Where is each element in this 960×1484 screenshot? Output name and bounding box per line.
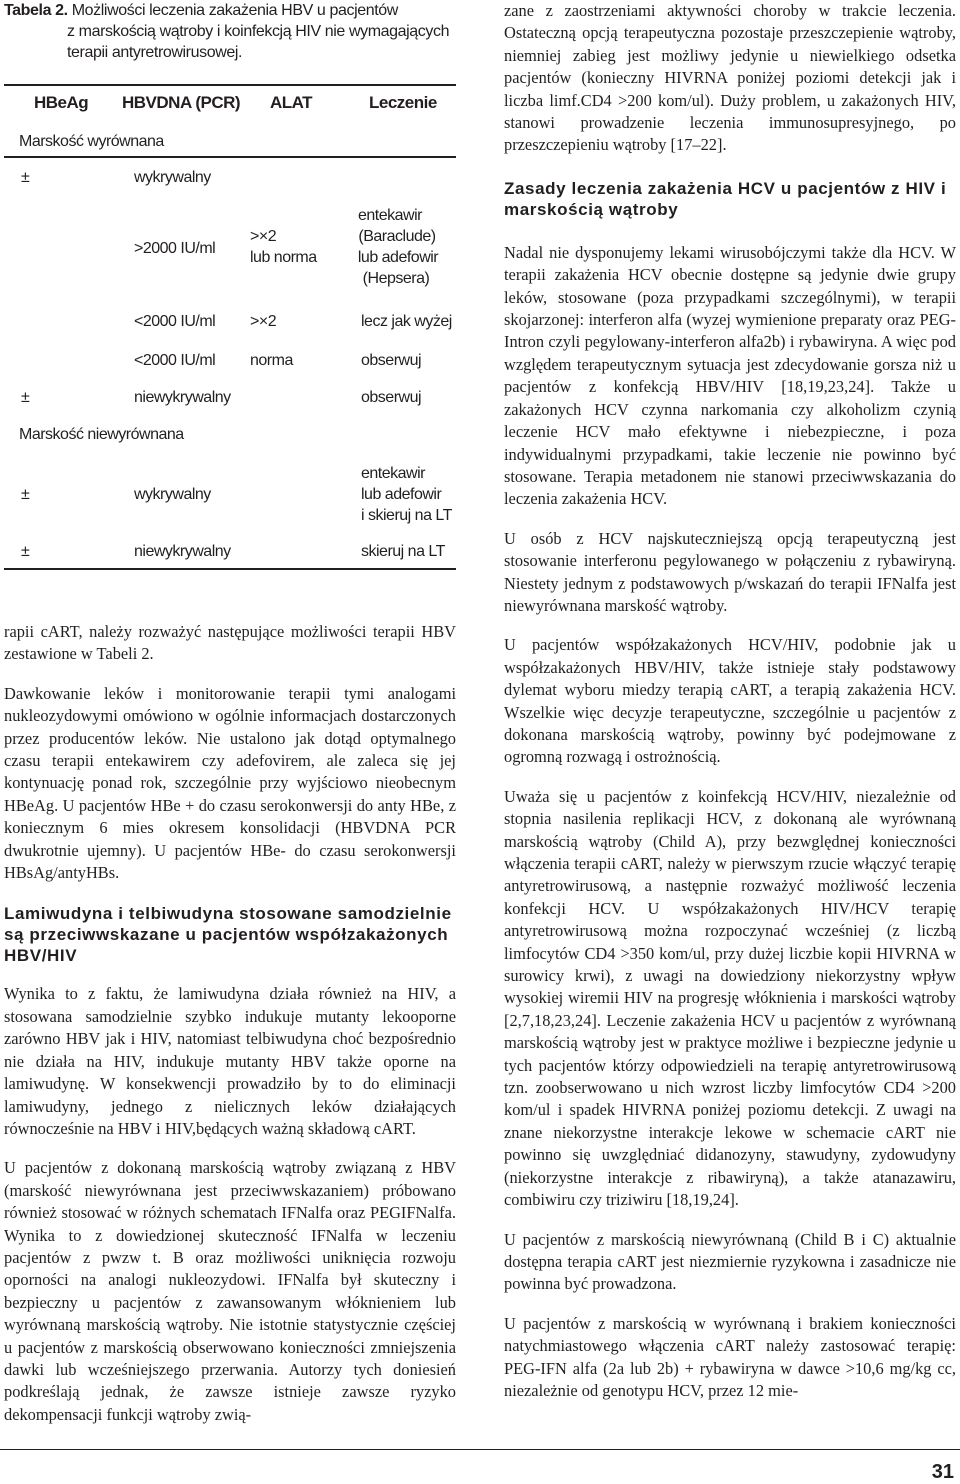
table-top-rule xyxy=(4,84,456,86)
table-caption-line-1: Możliwości leczenia zakażenia HBV u pacjentów xyxy=(71,2,398,19)
row5-hbeag: ± xyxy=(21,389,30,406)
row3-hbvdna: <2000 IU/ml xyxy=(134,313,216,330)
header-leczenie: Leczenie xyxy=(369,93,437,112)
row4-treatment: obserwuj xyxy=(361,352,422,369)
row2-treatment-line2: (Baraclude) xyxy=(358,228,436,245)
paragraph-coinfection-dilemma: U pacjentów współzakażonych HCV/HIV, podobnie jak u współzakażonych HBV/HIV, także istnieje stały podstawowy dylemat wyboru miedzy terapią cART, a terapią zakażenia HCV. Wszelkie więc decyzje terapeutyczne, szczególnie u pacjentów z dokonana marskością wątroby, powinny być podejmowane z ogromną rozwagą i ostrożnością. xyxy=(504,635,956,767)
paragraph-hcv-drugs: Nadal nie dysponujemy lekami wirusobójczymi także dla HCV. W terapii zakażenia HCV obecnie dostępne są jedynie dwie grupy leków, stosowane (poza przypadkami szczególnymi), w terapii skojarzonej: interferon alfa (wyzej wymienione preparaty oraz PEG-Intron czyli pegylowany-interferon alfa2b) i rybawiryna. A więc pod względem terapeutycznym sytuacja jest zdecydowanie gorsza niż u pacjentów z konfekcją HBV/HIV [18,19,23,24]. Także u zakażonych HCV czynna narkomania czy alkoholizm czynią leczenie HCV mało efektywne i niebezpieczne, i poza indywidualnymi przypadkami, takie leczenie nie powinno być stosowane. Terapia metadonem nie stanowi przeciwwskazania do leczenia zakażenia HCV. xyxy=(504,242,956,509)
row7-treatment: skieruj na LT xyxy=(361,543,445,560)
group-compensated-cirrhosis: Marskość wyrównana xyxy=(19,133,164,150)
row6-hbeag: ± xyxy=(21,486,30,503)
row2-treatment-line1: entekawir xyxy=(358,207,422,224)
table-caption-line-2: z marskością wątroby i koinfekcją HIV nie wymagających xyxy=(67,23,450,40)
paragraph-lamivudine: Wynika to z faktu, że lamiwudyna działa również na HIV, a stosowana samodzielnie szybko indukuje mutanty lekooporne zarówno HBV jak i HIV, natomiast telbiwudyna choć bezpośrednio nie działa na HIV, indukuje mutanty HBV także oporne na lamiwudynę. W konsekwencji prowadziło by to do eliminacji lamiwudyny, jednego z nielicznych leków działających równocześnie na HBV i HIV,będących ważną składową cART. xyxy=(4,984,456,1138)
paragraph-transplant: zane z zaostrzeniami aktywności choroby w trakcie leczenia. Ostateczną opcją terapeutyczna pozostaje przeszczepienie wątroby, niemniej zabieg jest możliwy jedynie u niewielkiego odsetka pacjentów (konieczny HIVRNA poniżej poziomi detekcji jak i liczba limf.CD4 >200 kom/ul). Duży problem, u zakażonych HIV, stanowi prowadzenie leczenia immunosupresyjnego, po przeszczepieniu wątroby [17–22]. xyxy=(504,1,956,155)
row2-treatment-line3: lub adefowir xyxy=(357,249,439,266)
footer-rule xyxy=(0,1449,960,1450)
page-number: 31 xyxy=(931,1461,954,1483)
header-hbeag: HBeAg xyxy=(34,93,89,112)
paragraph-ifnalfa: U pacjentów z dokonaną marskością wątroby związaną z HBV (marskość niewyrównana jest przeciwwskazaniem) próbowano również stosować w różnych schematach IFNalfa oraz PEGIFNalfa. Wynika to z dowiedzionej skuteczność IFNalfa w leczeniu pacjentów z pwzw t. B oraz możliwości uniknięcia rozwoju oporności na analogi nukleozydowi. IFNalfa był skuteczny i bezpieczny u pacjentów z zawansowanym włóknieniem lub wyrównaną marskością wątroby. Nie istotnie statystycznie częściej u pacjentów z marskością obserwowano konieczności zmniejszenia dawki lub wcześniejszego przerwania. Autorzy tych doniesień podkreślają jednak, że zawsze istnieje zawsze ryzyko dekompensacji funkcji wątroby zwią- xyxy=(4,1158,456,1424)
header-alat: ALAT xyxy=(270,93,313,112)
row7-hbeag: ± xyxy=(21,543,30,560)
table-label: Tabela 2. xyxy=(4,2,68,19)
row6-treatment-line2: lub adefowir xyxy=(361,486,442,503)
row2-alat-line1: >×2 xyxy=(250,228,277,245)
row2-hbvdna: >2000 IU/ml xyxy=(134,240,216,257)
group-decompensated-cirrhosis: Marskość niewyrównana xyxy=(19,426,184,443)
paragraph-dosing: Dawkowanie leków i monitorowanie terapii tymi analogami nukleozydowymi omówiono w ogólnie informacjach dostarczonych przez producentów leków. Nie ustalono jak dotąd optymalnego czasu terapii entekawirem czy adefovirem, ale zaleca się jej kontynuację ponad rok, szczególnie przy wyjściowo nieobecnym HBeAg. U pacjentów HBe + do czasu serokonwersji do anty HBe, z koniecznym 6 mies okresem konsolidacji (HBVDNA PCR dwukrotnie ujemny). U pacjentów HBe- do czasu serokonwersji HBsAg/antyHBs. xyxy=(4,683,456,883)
row3-treatment: lecz jak wyżej xyxy=(361,313,452,330)
table-caption-line-3: terapii antyretrowirusowej. xyxy=(67,44,243,61)
heading-hcv-treatment: Zasady leczenia zakażenia HCV u pacjentów z HIV i marskością wątroby xyxy=(504,178,947,219)
row2-alat-line2: lub norma xyxy=(250,249,317,266)
row2-treatment-line4: (Hepsera) xyxy=(362,270,430,287)
table-caption xyxy=(4,0,456,63)
row1-hbeag: ± xyxy=(21,169,30,186)
row5-hbvdna: niewykrywalny xyxy=(134,389,231,406)
table-bottom-rule xyxy=(4,568,456,570)
row1-hbvdna: wykrywalny xyxy=(134,169,211,186)
row3-alat: >×2 xyxy=(250,313,277,330)
heading-lamivudine: Lamiwudyna i telbiwudyna stosowane samodzielnie są przeciwwskazane u pacjentów współzakażonych HBV/HIV xyxy=(4,904,452,966)
paragraph-child-a: Uważa się u pacjentów z koinfekcją HCV/HIV, niezależnie od stopnia nasilenia replikacji HCV, z dokonaną ale wyrównaną marskością wątroby (Child A), przy bezwględnej konieczności włączenia terapii cART, należy w pierwszym rzucie włączyć terapię antyretrowirusową, a następnie rozważyć możliwość leczenia konfekcji HCV. U współzakażonych HIV/HCV terapię antyretrowirusową można rozpoczynać wcześniej (z liczbą limfocytów CD4 >350 kom/ul, przy dużej liczbie kopii HIVRNA w surowicy krwi), z uwagi na dowiedziony niekorzystny wpływ wysokiej wiremii HIV na progresję włóknienia i marskości wątroby [2,7,18,23,24]. Leczenie zakażenia HCV u pacjentów z wyrównaną marskością wątroby jest w praktyce możliwe i bezpieczne jedynie u tych pacjentów którzy odpowiedzieli na terapię antyretrowirusową tzn. zoobserwowano u nich wzrost liczby limfocytów CD4 >200 kom/ul i spadek HIVRNA poniżej poziomu detekcji. Z uwagi na znane niekorzystne interakcje lekowe w schemacie cART nie powinno się uwzględniać didanozyny, stawudyny, zydowudyny (niekorzystne interakcje z ribawiryną), a także atanazawiru, combiwiru czy triziwiru [18,19,24]. xyxy=(504,786,956,1210)
row4-alat: norma xyxy=(250,352,293,369)
row7-hbvdna: niewykrywalny xyxy=(134,543,231,560)
paragraph-hcv-peg: U osób z HCV najskuteczniejszą opcją terapeutyczną jest stosowanie interferonu pegylowanego w połączeniu z rybawiryną. Niestety jednym z podstawowych p/wskazań do terapii IFNalfa jest niewyrównana marskość wątroby. xyxy=(504,528,956,615)
table-header-rule xyxy=(4,156,456,158)
row6-treatment-line3: i skieruj na LT xyxy=(361,507,452,524)
row6-hbvdna: wykrywalny xyxy=(134,486,211,503)
paragraph-peg-ifn: U pacjentów z marskością w wyrównaną i brakiem konieczności natychmiastowego włączenia cART należy zastosować terapię: PEG-IFN alfa (2a lub 2b) + rybawiryna w dawce >10,6 mg/kg cc, niezależnie od genotypu HCV, przez 12 mie- xyxy=(504,1313,956,1400)
row5-treatment: obserwuj xyxy=(361,389,422,406)
row4-hbvdna: <2000 IU/ml xyxy=(134,352,216,369)
paragraph-child-bc: U pacjentów z marskością niewyrównaną (Child B i C) aktualnie dostępna terapia cART jest niezmiernie ryzykowna i zasadnicze nie powinna być prowadzona. xyxy=(504,1229,956,1294)
row6-treatment-line1: entekawir xyxy=(361,465,425,482)
paragraph-cart-intro: rapii cART, należy rozważyć następujące możliwości terapii HBV zestawione w Tabeli 2. xyxy=(4,622,456,664)
header-hbvdna: HBVDNA (PCR) xyxy=(122,93,241,112)
